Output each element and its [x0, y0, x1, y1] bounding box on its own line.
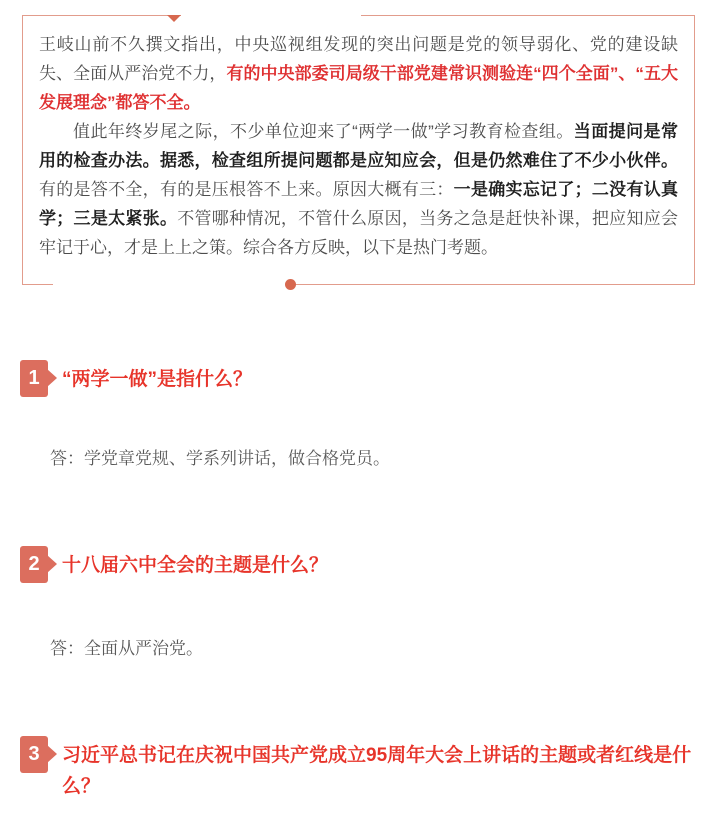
bottom-border-gap	[53, 283, 289, 286]
question-section-3	[20, 736, 710, 816]
intro-paragraph-1	[39, 30, 678, 117]
triangle-marker-icon	[167, 15, 181, 22]
intro-p1-red-bold: 有的中央部委司局级干部党建常识测验连“四个全面”、“五大发展理念”都答不全。	[39, 64, 679, 112]
question-title: 习近平总书记在庆祝中国共产党成立95周年大会上讲话的主题或者红线是什么？	[62, 745, 692, 797]
question-section-2	[20, 546, 710, 626]
intro-p2-seg3: 有的是答不全，有的是压根答不上来。原因大概有三：	[39, 180, 454, 199]
top-border-gap	[181, 14, 361, 17]
question-title: 十八届六中全会的主题是什么？	[62, 555, 329, 576]
intro-p1-normal: 王岐山前不久撰文指出，中央巡视组发现的突出问题是党的领导弱化、党的建设缺失、全面从严治党不力，	[39, 35, 678, 83]
question-number-badge	[20, 736, 48, 773]
intro-p2-seg4-bold: 一是确实忘记了；二没有认真学；三是太紧张。	[39, 180, 679, 228]
question-number: 3	[28, 743, 40, 765]
question-number: 1	[28, 367, 40, 389]
question-section-1	[20, 360, 710, 440]
answer-text: 答：全面从严治党。	[50, 639, 203, 658]
intro-p2-seg5: 不管哪种情况，不管什么原因，当务之急是赶快补课，把应知应会牢记于心，才是上上之策。综合各方反映，以下是热门考题。	[39, 209, 679, 257]
question-number-badge	[20, 546, 48, 583]
intro-paragraph-2	[39, 117, 678, 262]
question-number-badge	[20, 360, 48, 397]
dot-marker-icon	[285, 279, 296, 290]
intro-text	[23, 16, 694, 262]
intro-p2-seg2-bold: 当面提问是常用的检查办法。据悉，检查组所提问题都是应知应会，但是仍然难住了不少小伙伴。	[39, 122, 679, 170]
question-title: “两学一做”是指什么？	[62, 369, 253, 390]
answer-text: 答：学党章党规、学系列讲话，做合格党员。	[50, 449, 390, 468]
question-number: 2	[28, 553, 40, 575]
intro-p2-seg1: 值此年终岁尾之际，不少单位迎来了“两学一做”学习教育检查组。	[73, 122, 574, 141]
intro-quote-box	[22, 15, 695, 285]
